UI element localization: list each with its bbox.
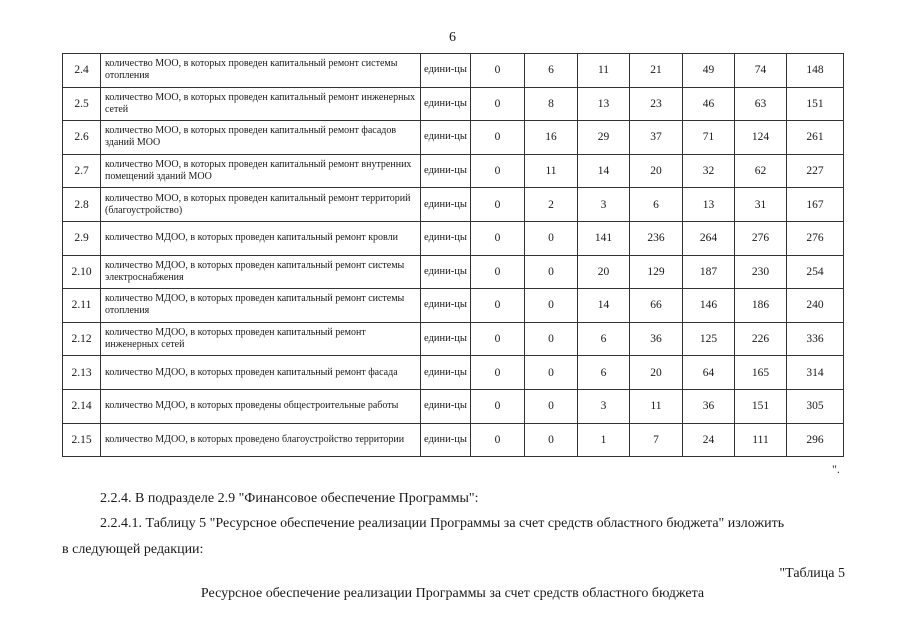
table-row (63, 356, 844, 390)
value-cell: 165 (735, 356, 787, 390)
value-cell: 21 (630, 54, 683, 88)
value-cell: 0 (471, 121, 525, 155)
unit-cell: едини-цы (421, 221, 471, 255)
value-cell: 6 (578, 356, 630, 390)
value-cell: 264 (683, 221, 735, 255)
value-cell: 20 (630, 356, 683, 390)
page-number: 6 (449, 30, 456, 45)
value-cell: 261 (787, 121, 844, 155)
table-row (63, 121, 844, 155)
indicator-description: количество МДОО, в которых проведен капитальный ремонт инженерных сетей (101, 322, 421, 356)
table-row (63, 188, 844, 222)
indicator-description: количество МДОО, в которых проведен капитальный ремонт кровли (101, 221, 421, 255)
value-cell: 0 (525, 255, 578, 289)
value-cell: 129 (630, 255, 683, 289)
value-cell: 240 (787, 289, 844, 323)
value-cell: 124 (735, 121, 787, 155)
row-number: 2.4 (63, 54, 101, 88)
table-row (63, 154, 844, 188)
value-cell: 6 (578, 322, 630, 356)
table-row (63, 87, 844, 121)
value-cell: 0 (525, 389, 578, 423)
row-number: 2.5 (63, 87, 101, 121)
indicator-description: количество МОО, в которых проведен капитальный ремонт территорий (благоустройство) (101, 188, 421, 222)
table-caption-label: "Таблица 5 (779, 566, 845, 581)
value-cell: 0 (471, 221, 525, 255)
table-row (63, 54, 844, 88)
value-cell: 111 (735, 423, 787, 457)
value-cell: 0 (525, 423, 578, 457)
value-cell: 1 (578, 423, 630, 457)
value-cell: 11 (630, 389, 683, 423)
indicator-description: количество МДОО, в которых проведен капитальный ремонт системы электроснабжения (101, 255, 421, 289)
table-row (63, 423, 844, 457)
value-cell: 49 (683, 54, 735, 88)
value-cell: 0 (471, 322, 525, 356)
table-row (63, 289, 844, 323)
value-cell: 227 (787, 154, 844, 188)
row-number: 2.15 (63, 423, 101, 457)
value-cell: 71 (683, 121, 735, 155)
value-cell: 24 (683, 423, 735, 457)
closing-quote: ". (832, 462, 840, 476)
value-cell: 314 (787, 356, 844, 390)
table-row (63, 389, 844, 423)
value-cell: 305 (787, 389, 844, 423)
value-cell: 46 (683, 87, 735, 121)
value-cell: 226 (735, 322, 787, 356)
value-cell: 125 (683, 322, 735, 356)
unit-cell: едини-цы (421, 356, 471, 390)
indicator-description: количество МОО, в которых проведен капитальный ремонт инженерных сетей (101, 87, 421, 121)
value-cell: 13 (683, 188, 735, 222)
value-cell: 0 (525, 221, 578, 255)
value-cell: 186 (735, 289, 787, 323)
value-cell: 37 (630, 121, 683, 155)
row-number: 2.14 (63, 389, 101, 423)
value-cell: 8 (525, 87, 578, 121)
value-cell: 16 (525, 121, 578, 155)
unit-cell: едини-цы (421, 188, 471, 222)
value-cell: 0 (471, 87, 525, 121)
value-cell: 0 (471, 255, 525, 289)
unit-cell: едини-цы (421, 255, 471, 289)
value-cell: 32 (683, 154, 735, 188)
indicators-table (62, 53, 844, 457)
row-number: 2.13 (63, 356, 101, 390)
indicator-description: количество МДОО, в которых проведен капитальный ремонт фасада (101, 356, 421, 390)
row-number: 2.7 (63, 154, 101, 188)
unit-cell: едини-цы (421, 423, 471, 457)
value-cell: 62 (735, 154, 787, 188)
indicator-description: количество МОО, в которых проведен капитальный ремонт фасадов зданий МОО (101, 121, 421, 155)
value-cell: 3 (578, 389, 630, 423)
value-cell: 230 (735, 255, 787, 289)
table-row (63, 322, 844, 356)
table-row (63, 221, 844, 255)
value-cell: 6 (630, 188, 683, 222)
value-cell: 276 (735, 221, 787, 255)
value-cell: 36 (683, 389, 735, 423)
value-cell: 23 (630, 87, 683, 121)
value-cell: 29 (578, 121, 630, 155)
value-cell: 0 (525, 289, 578, 323)
value-cell: 20 (578, 255, 630, 289)
indicator-description: количество МОО, в которых проведен капитальный ремонт внутренних помещений зданий МОО (101, 154, 421, 188)
unit-cell: едини-цы (421, 154, 471, 188)
value-cell: 36 (630, 322, 683, 356)
value-cell: 20 (630, 154, 683, 188)
value-cell: 64 (683, 356, 735, 390)
paragraph-section-ref: 2.2.4. В подразделе 2.9 "Финансовое обеспечение Программы": (100, 491, 479, 506)
unit-cell: едини-цы (421, 87, 471, 121)
row-number: 2.10 (63, 255, 101, 289)
table-row (63, 255, 844, 289)
value-cell: 336 (787, 322, 844, 356)
value-cell: 11 (525, 154, 578, 188)
value-cell: 7 (630, 423, 683, 457)
value-cell: 146 (683, 289, 735, 323)
value-cell: 254 (787, 255, 844, 289)
value-cell: 31 (735, 188, 787, 222)
value-cell: 187 (683, 255, 735, 289)
row-number: 2.8 (63, 188, 101, 222)
value-cell: 74 (735, 54, 787, 88)
value-cell: 276 (787, 221, 844, 255)
row-number: 2.9 (63, 221, 101, 255)
value-cell: 148 (787, 54, 844, 88)
value-cell: 236 (630, 221, 683, 255)
value-cell: 66 (630, 289, 683, 323)
value-cell: 0 (525, 356, 578, 390)
table-caption-title: Ресурсное обеспечение реализации Программы за счет средств областного бюджета (200, 586, 705, 601)
value-cell: 11 (578, 54, 630, 88)
value-cell: 0 (471, 389, 525, 423)
value-cell: 141 (578, 221, 630, 255)
value-cell: 0 (525, 322, 578, 356)
table-body (63, 54, 844, 457)
value-cell: 0 (471, 356, 525, 390)
value-cell: 151 (735, 389, 787, 423)
unit-cell: едини-цы (421, 289, 471, 323)
unit-cell: едини-цы (421, 54, 471, 88)
value-cell: 0 (471, 423, 525, 457)
indicator-description: количество МОО, в которых проведен капитальный ремонт системы отопления (101, 54, 421, 88)
value-cell: 0 (471, 188, 525, 222)
paragraph-table-instruction: 2.2.4.1. Таблицу 5 "Ресурсное обеспечение реализации Программы за счет средств областного бюджета" изложить (100, 516, 785, 531)
value-cell: 0 (471, 289, 525, 323)
value-cell: 0 (471, 54, 525, 88)
value-cell: 6 (525, 54, 578, 88)
indicator-description: количество МДОО, в которых проведены общестроительные работы (101, 389, 421, 423)
unit-cell: едини-цы (421, 121, 471, 155)
row-number: 2.12 (63, 322, 101, 356)
unit-cell: едини-цы (421, 322, 471, 356)
value-cell: 3 (578, 188, 630, 222)
indicator-description: количество МДОО, в которых проведен капитальный ремонт системы отопления (101, 289, 421, 323)
paragraph-continuation: в следующей редакции: (62, 542, 204, 557)
value-cell: 296 (787, 423, 844, 457)
value-cell: 167 (787, 188, 844, 222)
indicator-description: количество МДОО, в которых проведено благоустройство территории (101, 423, 421, 457)
value-cell: 14 (578, 154, 630, 188)
unit-cell: едини-цы (421, 389, 471, 423)
value-cell: 151 (787, 87, 844, 121)
value-cell: 13 (578, 87, 630, 121)
value-cell: 0 (471, 154, 525, 188)
value-cell: 63 (735, 87, 787, 121)
row-number: 2.11 (63, 289, 101, 323)
value-cell: 14 (578, 289, 630, 323)
row-number: 2.6 (63, 121, 101, 155)
value-cell: 2 (525, 188, 578, 222)
